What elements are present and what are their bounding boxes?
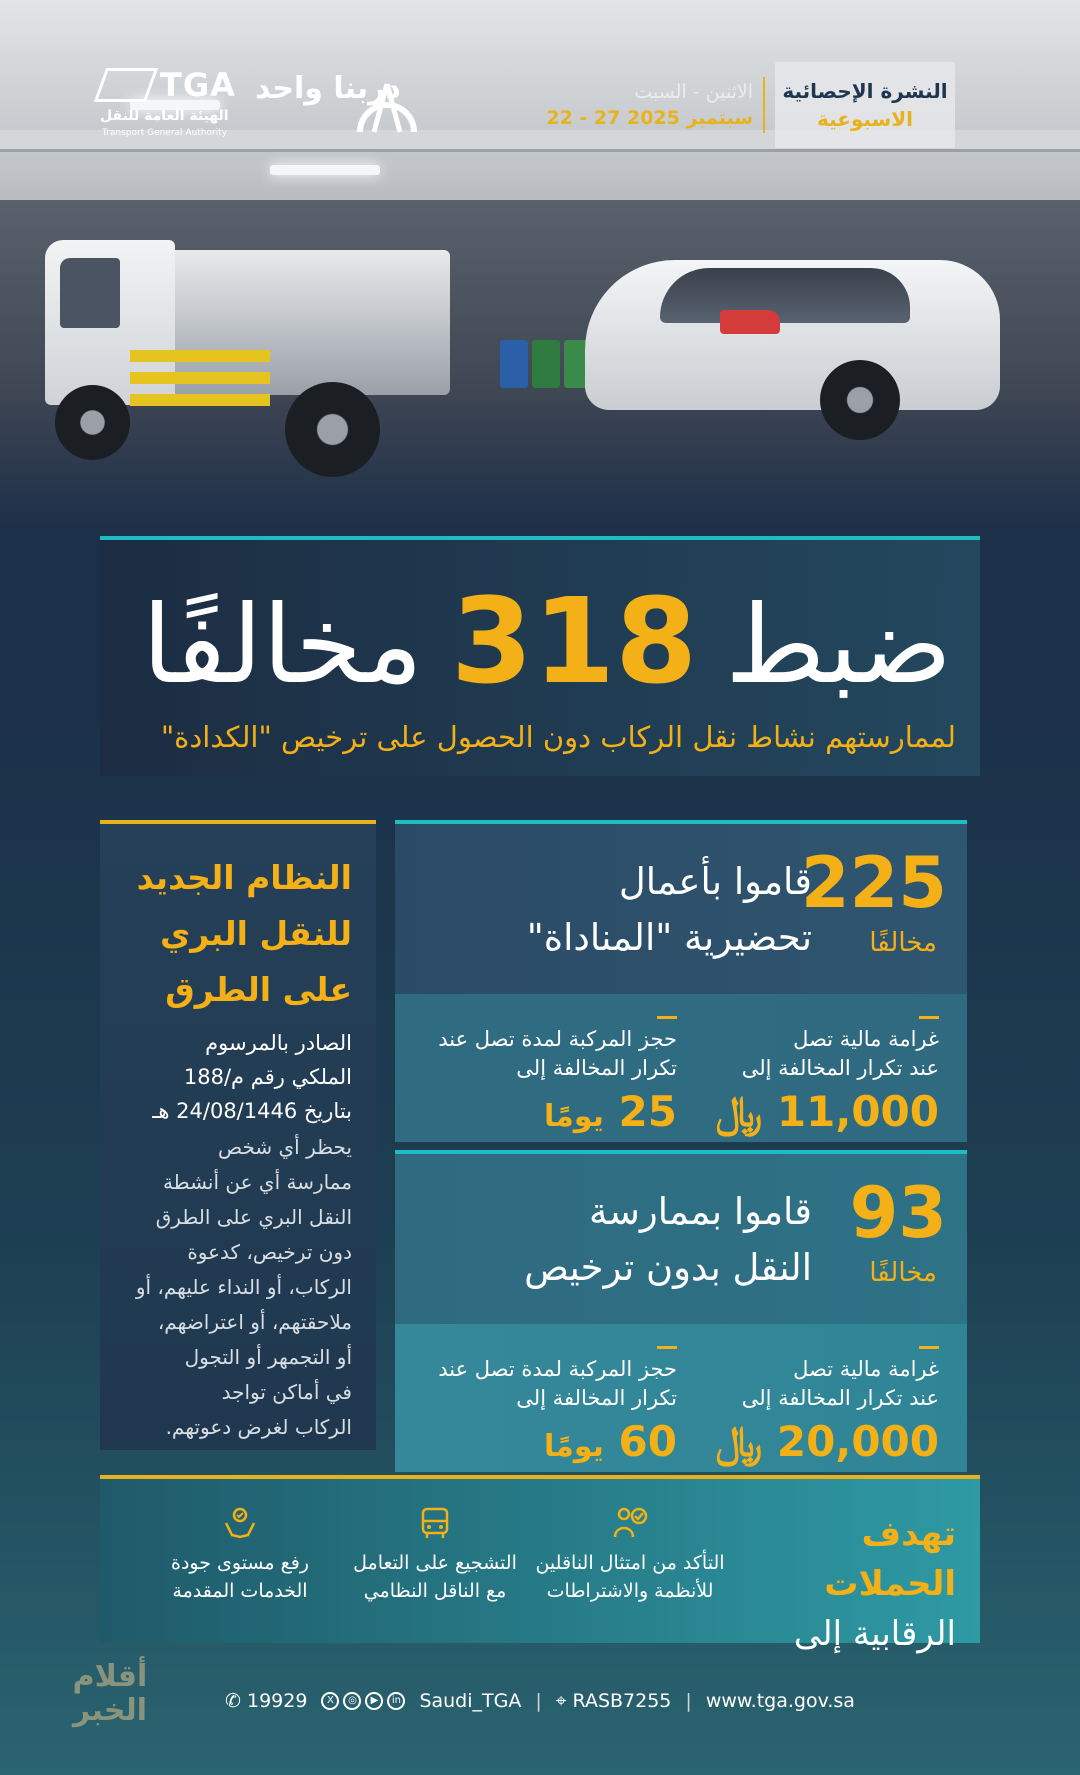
- stat-number: 93: [849, 1172, 947, 1254]
- footer-location[interactable]: [556, 1690, 672, 1712]
- watermark-logo: [60, 1620, 160, 1740]
- fine-label-line: غرامة مالية تصل: [793, 1027, 939, 1051]
- garage-floor: [0, 400, 1080, 530]
- law-body: [124, 1130, 352, 1445]
- truck-stripe: [130, 350, 270, 362]
- headline-word-violators: مخالفًا: [141, 583, 423, 708]
- truck-stripe: [130, 372, 270, 384]
- impound-info: [412, 1016, 677, 1136]
- law-body-line: في أماكن تواجد: [221, 1380, 352, 1404]
- law-body-line: يحظر أي شخص: [217, 1135, 352, 1159]
- watermark-line: الخبر: [72, 1693, 148, 1728]
- footer: [0, 1690, 1080, 1712]
- fine-value: [689, 1417, 939, 1466]
- law-body-line: النقل البري على الطرق: [155, 1205, 352, 1229]
- road-arch-icon: [354, 70, 420, 136]
- days-range: الاثنين - السبت: [634, 81, 753, 103]
- vision-logo-text: دربنا واحد: [255, 71, 401, 106]
- checklist-person-icon: [612, 1505, 648, 1541]
- campaign-goals-panel: [100, 1475, 980, 1654]
- law-title-line: على الطرق: [165, 970, 352, 1009]
- riyal-icon: ﷼: [715, 1417, 763, 1466]
- header-divider: [763, 77, 765, 133]
- dates-range: 22 - 27 سبتمبر 2025: [546, 107, 753, 129]
- impound-label-line: حجز المركبة لمدة تصل عند: [438, 1357, 677, 1381]
- publication-badge: [775, 62, 955, 148]
- goals-title-line: تهدف الحملات: [824, 1514, 956, 1604]
- impound-label-line: تكرار المخالفة إلى: [516, 1056, 677, 1080]
- decree-line: الملكي رقم م/188: [183, 1065, 352, 1089]
- impound-info: [412, 1346, 677, 1466]
- law-body-line: ملاحقتهم، أو اعتراضهم،: [157, 1310, 352, 1334]
- law-body-line: أو التجمهر أو التجول: [184, 1345, 352, 1369]
- impound-unit: يومًا: [544, 1429, 604, 1464]
- stat-penalties: [395, 1324, 967, 1472]
- headline: [141, 572, 952, 710]
- tga-logo: [100, 64, 240, 144]
- car-wheel: [820, 360, 900, 440]
- law-title-line: للنقل البري: [160, 914, 352, 953]
- decree-line: بتاريخ 24/08/1446 هـ: [152, 1099, 352, 1123]
- publication-header: [535, 62, 955, 148]
- accent-bar: [919, 1016, 939, 1019]
- stat-description: [422, 1184, 812, 1296]
- location-pin-icon: ⌖: [555, 1690, 567, 1712]
- fine-value: [689, 1087, 939, 1136]
- law-body-line: ممارسة أي عن أنشطة: [162, 1170, 352, 1194]
- vision-logo: [255, 70, 420, 140]
- tga-mark-icon: [94, 68, 158, 102]
- law-body-line: الركاب، أو النداء عليهم، أو: [135, 1275, 352, 1299]
- goal-text-line: الخدمات المقدمة: [172, 1580, 308, 1602]
- location-code: RASB7255: [572, 1690, 672, 1712]
- date-range: [535, 81, 753, 129]
- decree-line: الصادر بالمرسوم: [205, 1031, 352, 1055]
- impound-label-line: تكرار المخالفة إلى: [516, 1386, 677, 1410]
- publication-subtitle: الاسبوعية: [816, 107, 914, 131]
- fine-info: [689, 1346, 939, 1466]
- x-icon[interactable]: X: [321, 1692, 339, 1710]
- goal-item: [340, 1505, 530, 1605]
- fine-label-line: عند تكرار المخالفة إلى: [741, 1386, 939, 1410]
- stat-description-line: قاموا بأعمال: [618, 860, 812, 903]
- stat-description-line: قاموا بممارسة: [589, 1190, 812, 1233]
- goal-text-line: مع الناقل النظامي: [363, 1580, 507, 1602]
- stat-summary: [395, 1154, 967, 1324]
- impound-unit: يومًا: [544, 1099, 604, 1134]
- social-handle[interactable]: Saudi_TGA: [419, 1690, 522, 1712]
- fine-label-line: عند تكرار المخالفة إلى: [741, 1056, 939, 1080]
- trash-bin: [532, 340, 560, 388]
- goals-title-line: الرقابية إلى: [793, 1614, 956, 1654]
- footer-separator: |: [685, 1690, 692, 1712]
- law-body-line: دون ترخيص، كدعوة: [187, 1240, 352, 1264]
- linkedin-icon[interactable]: in: [387, 1692, 405, 1710]
- stat-unit: مخالفًا: [869, 928, 937, 958]
- goal-text-line: رفع مستوى جودة: [171, 1552, 309, 1574]
- law-info-panel: [100, 820, 376, 1450]
- impound-value: [412, 1087, 677, 1136]
- tga-logo-arabic: الهيئة العامة للنقل: [100, 108, 229, 124]
- goal-text-line: التأكد من امتثال الناقلين: [535, 1552, 725, 1574]
- accent-bar: [919, 1346, 939, 1349]
- impound-value: [412, 1417, 677, 1466]
- impound-days: 60: [618, 1417, 677, 1466]
- goal-text-line: التشجيع على التعامل: [353, 1552, 517, 1574]
- phone-number: 19929: [246, 1690, 308, 1712]
- fine-info: [689, 1016, 939, 1136]
- phone-icon: ✆: [225, 1690, 241, 1712]
- goal-item: [145, 1505, 335, 1605]
- stat-description-line: تحضيرية "المناداة": [526, 916, 812, 959]
- car-window: [660, 268, 910, 323]
- stat-description: [422, 854, 812, 966]
- fine-amount: 20,000: [776, 1417, 939, 1466]
- car-tail-light: [720, 310, 780, 334]
- law-title: [124, 850, 352, 1018]
- goal-item: [535, 1505, 725, 1605]
- impound-label-line: حجز المركبة لمدة تصل عند: [438, 1027, 677, 1051]
- tga-logo-text: TGA: [160, 66, 236, 104]
- footer-phone[interactable]: [225, 1690, 307, 1712]
- truck-stripe: [130, 394, 270, 406]
- stat-unit: مخالفًا: [869, 1258, 937, 1288]
- watermark-line: أقلام: [72, 1659, 148, 1694]
- headline-panel: [100, 536, 980, 776]
- riyal-icon: ﷼: [715, 1087, 763, 1136]
- headline-word-seized: ضبط: [725, 583, 952, 708]
- tow-truck-window: [60, 258, 120, 328]
- website-link[interactable]: www.tga.gov.sa: [705, 1690, 855, 1712]
- goal-text-line: للأنظمة والاشتراطات: [546, 1580, 714, 1602]
- publication-title: النشرة الإحصائية: [782, 79, 948, 103]
- headline-subtitle: لممارستهم نشاط نقل الركاب دون الحصول على ترخيص "الكدادة": [160, 720, 956, 754]
- law-title-line: النظام الجديد: [136, 858, 352, 897]
- footer-separator: |: [535, 1690, 542, 1712]
- law-body-line: الركاب لغرض دعوتهم.: [165, 1415, 352, 1439]
- headline-number: 318: [450, 572, 698, 710]
- stat-card-preparatory: [395, 820, 967, 1142]
- youtube-icon[interactable]: ▶: [365, 1692, 383, 1710]
- accent-bar: [657, 1016, 677, 1019]
- trash-bin: [500, 340, 528, 388]
- fine-label-line: غرامة مالية تصل: [793, 1357, 939, 1381]
- accent-bar: [657, 1346, 677, 1349]
- social-icons: [321, 1692, 405, 1710]
- stat-penalties: [395, 994, 967, 1142]
- law-decree: [124, 1026, 352, 1128]
- stat-summary: [395, 824, 967, 994]
- goals-title: [736, 1509, 956, 1659]
- fine-amount: 11,000: [776, 1087, 939, 1136]
- stat-description-line: النقل بدون ترخيص: [524, 1246, 812, 1289]
- tga-logo-english: Transport General Authority: [102, 128, 228, 138]
- hands-quality-icon: [222, 1505, 258, 1541]
- truck-wheel: [285, 382, 380, 477]
- impound-days: 25: [618, 1087, 677, 1136]
- instagram-icon[interactable]: ◎: [343, 1692, 361, 1710]
- stat-number: 225: [800, 842, 947, 924]
- truck-wheel: [55, 385, 130, 460]
- ceiling-light: [270, 165, 380, 175]
- bus-icon: [417, 1505, 453, 1541]
- stat-card-unlicensed: [395, 1150, 967, 1472]
